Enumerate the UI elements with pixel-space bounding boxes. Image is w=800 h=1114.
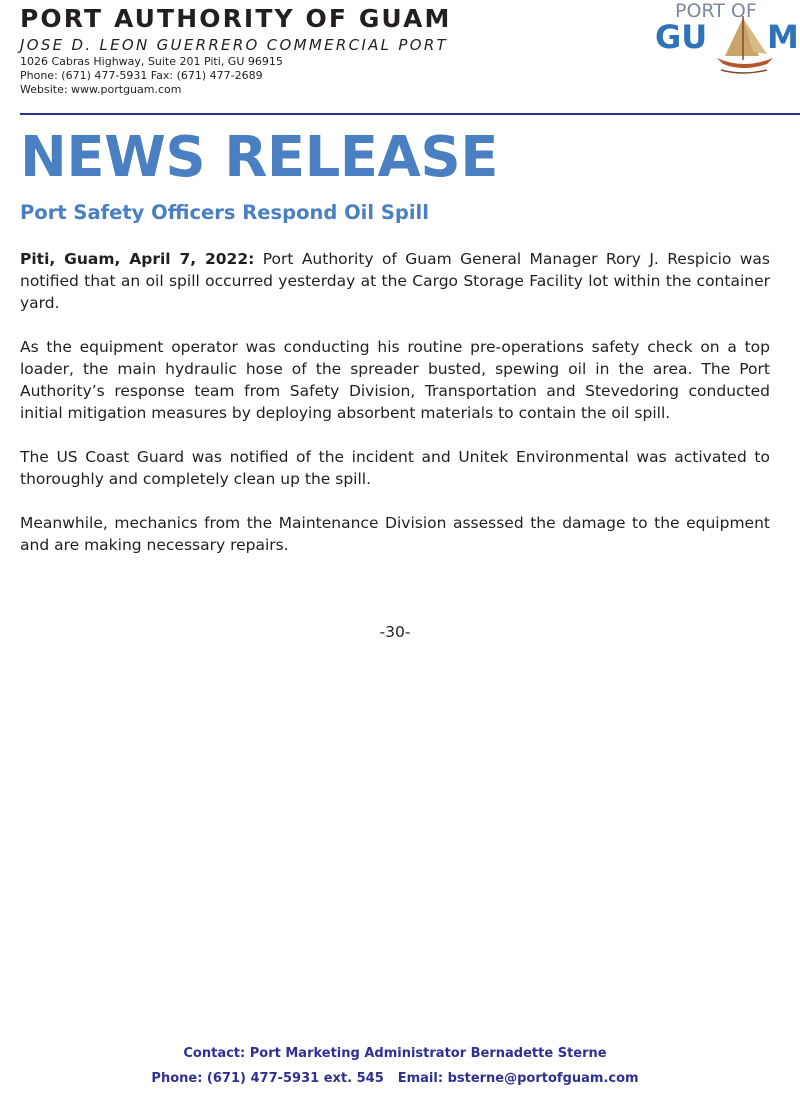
footer-contact-details [0, 1066, 790, 1091]
news-release-title: NEWS RELEASE [20, 125, 498, 190]
dateline: Piti, Guam, April 7, 2022: [20, 250, 255, 268]
sailboat-icon [717, 16, 773, 73]
port-name: JOSE D. LEON GUERRERO COMMERCIAL PORT [20, 36, 448, 54]
port-of-guam-logo [655, 0, 800, 82]
phone-fax: Phone: (671) 477-5931 Fax: (671) 477-2689 [20, 69, 263, 82]
org-name: PORT AUTHORITY OF GUAM [20, 4, 452, 33]
logo-text-m: M [767, 18, 799, 56]
logo-text-top: PORT OF [675, 0, 757, 22]
website: Website: www.portguam.com [20, 83, 182, 96]
footer-contact-name: Contact: Port Marketing Administrator Bernadette Sterne [183, 1046, 607, 1061]
address: 1026 Cabras Highway, Suite 201 Piti, GU 96915 [20, 55, 283, 68]
logo-text-gu: GU [655, 18, 708, 56]
letterhead [20, 4, 620, 97]
paragraph-4: Meanwhile, mechanics from the Maintenance Division assessed the damage to the equipment and are making necessary repairs. [20, 514, 770, 554]
paragraph-1 [20, 248, 770, 314]
header-rule [20, 113, 800, 115]
footer-contact [0, 1041, 790, 1091]
paragraph-1-text: Port Authority of Guam General Manager Rory J. Respicio was notified that an oil spill occurred yesterday at the Cargo Storage Facility lot within the container yard. [20, 250, 771, 312]
paragraph-2: As the equipment operator was conducting his routine pre-operations safety check on a top loader, the main hydraulic hose of the spreader busted, spewing oil in the area. The Port Authority’s response team from Safety Division, Transportation and Stevedoring conducted initial mitigation measures by deploying absorbent materials to contain the oil spill. [20, 338, 770, 422]
paragraph-3: The US Coast Guard was notified of the incident and Unitek Environmental was activated to thoroughly and completely clean up the spill. [20, 448, 770, 488]
article-body [20, 248, 770, 578]
end-mark: -30- [379, 623, 411, 641]
headline: Port Safety Officers Respond Oil Spill [20, 201, 429, 224]
footer-phone: Phone: (671) 477-5931 ext. 545 [151, 1071, 384, 1086]
footer-email[interactable]: Email: bsterne@portofguam.com [397, 1071, 639, 1086]
